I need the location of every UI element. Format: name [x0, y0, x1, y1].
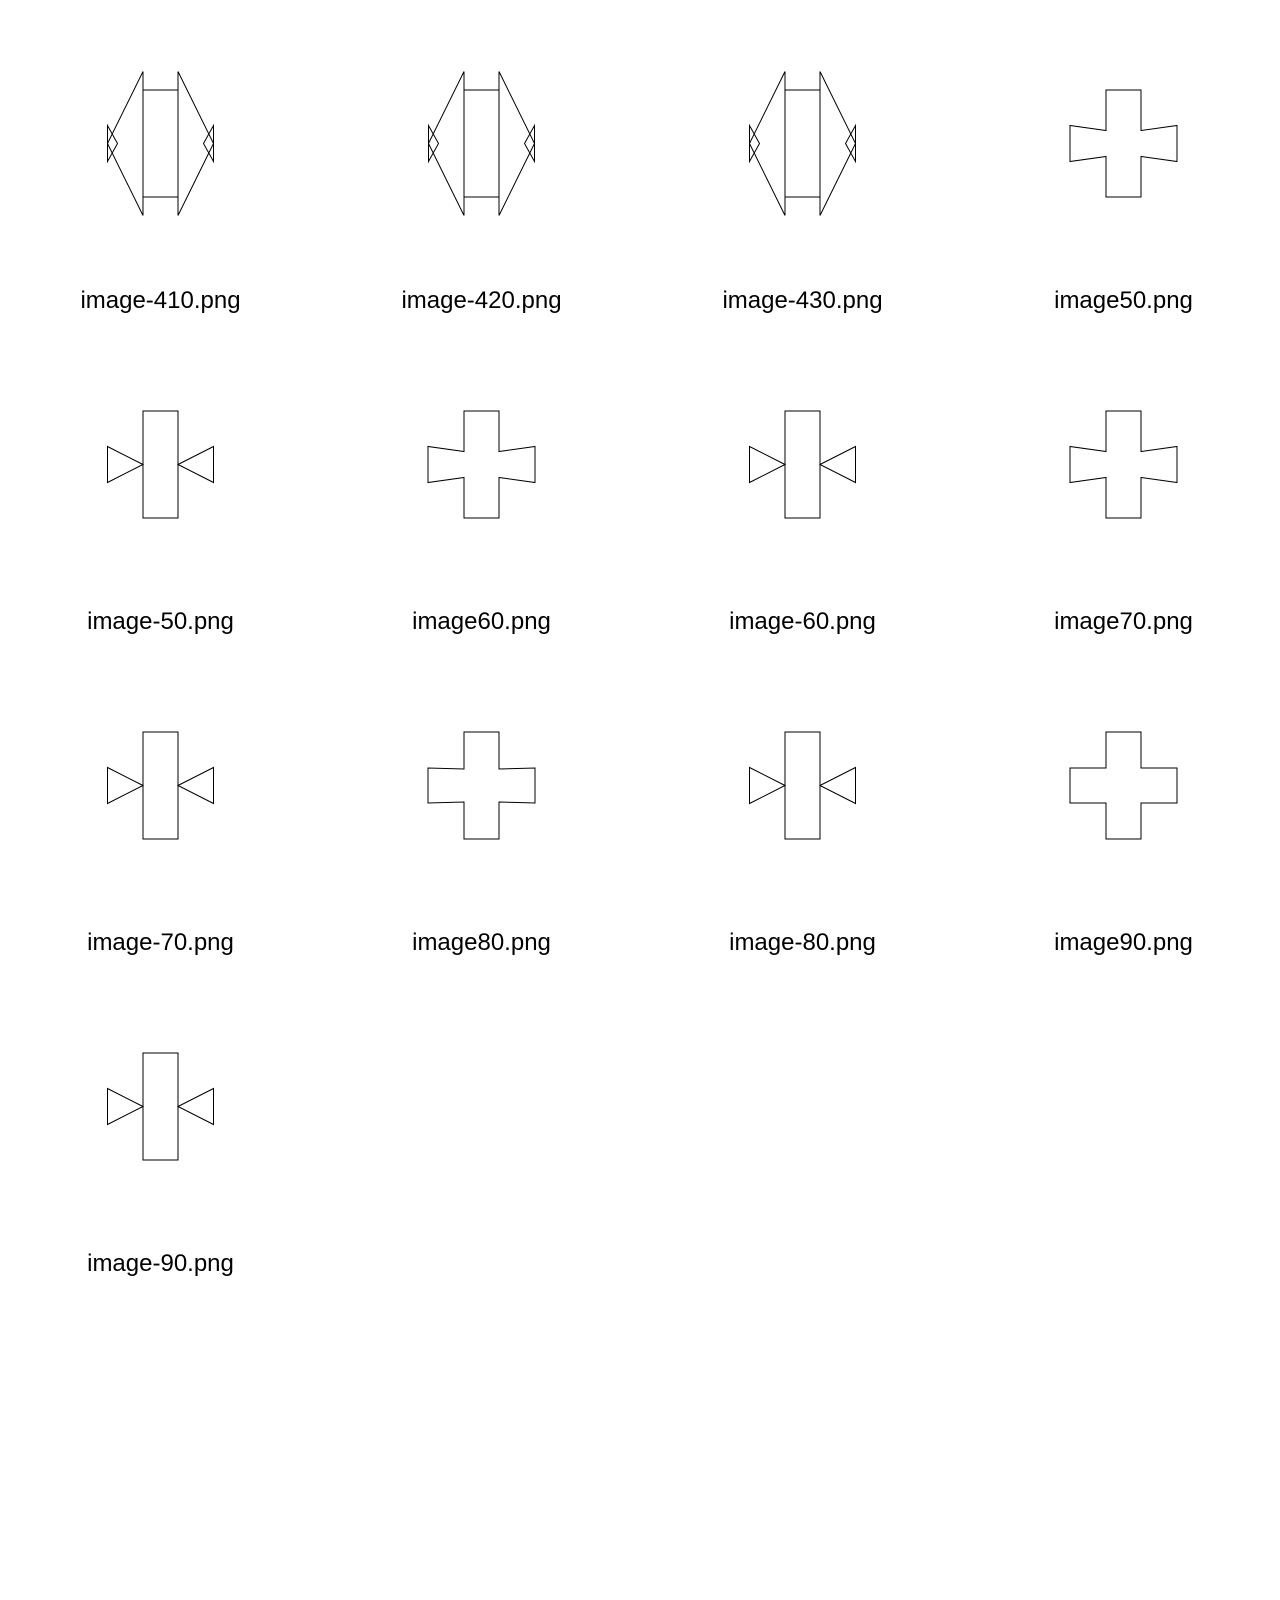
image-caption: image-410.png: [80, 287, 241, 314]
image-caption: image60.png: [412, 608, 551, 635]
image-tile[interactable]: [963, 642, 1280, 963]
image-caption: image-70.png: [87, 929, 234, 956]
cross-icon: [963, 0, 1280, 260]
valve-wide-icon: [642, 0, 963, 260]
image-caption: image-50.png: [87, 608, 234, 635]
image-caption: image-60.png: [729, 608, 876, 635]
cross-icon: [321, 321, 642, 581]
image-tile[interactable]: [0, 963, 321, 1284]
valve-icon: [0, 321, 321, 581]
valve-icon: [0, 963, 321, 1223]
image-caption: image50.png: [1054, 287, 1193, 314]
valve-icon: [642, 321, 963, 581]
image-caption: image90.png: [1054, 929, 1193, 956]
image-caption: image-90.png: [87, 1250, 234, 1277]
valve-icon: [0, 642, 321, 902]
image-tile[interactable]: [642, 0, 963, 321]
image-tile[interactable]: [0, 0, 321, 321]
image-caption: image70.png: [1054, 608, 1193, 635]
valve-wide-icon: [0, 0, 321, 260]
image-caption: image-430.png: [722, 287, 883, 314]
valve-icon: [642, 642, 963, 902]
image-tile[interactable]: [321, 642, 642, 963]
image-caption: image-80.png: [729, 929, 876, 956]
cross-icon: [963, 642, 1280, 902]
valve-wide-icon: [321, 0, 642, 260]
image-tile[interactable]: [963, 321, 1280, 642]
image-tile[interactable]: [963, 0, 1280, 321]
image-tile[interactable]: [0, 642, 321, 963]
image-tile[interactable]: [321, 0, 642, 321]
image-caption: image-420.png: [401, 287, 562, 314]
cross-icon: [321, 642, 642, 902]
image-tile[interactable]: [0, 321, 321, 642]
image-tile[interactable]: [642, 321, 963, 642]
image-caption: image80.png: [412, 929, 551, 956]
image-tile[interactable]: [642, 642, 963, 963]
image-tile[interactable]: [321, 321, 642, 642]
cross-icon: [963, 321, 1280, 581]
